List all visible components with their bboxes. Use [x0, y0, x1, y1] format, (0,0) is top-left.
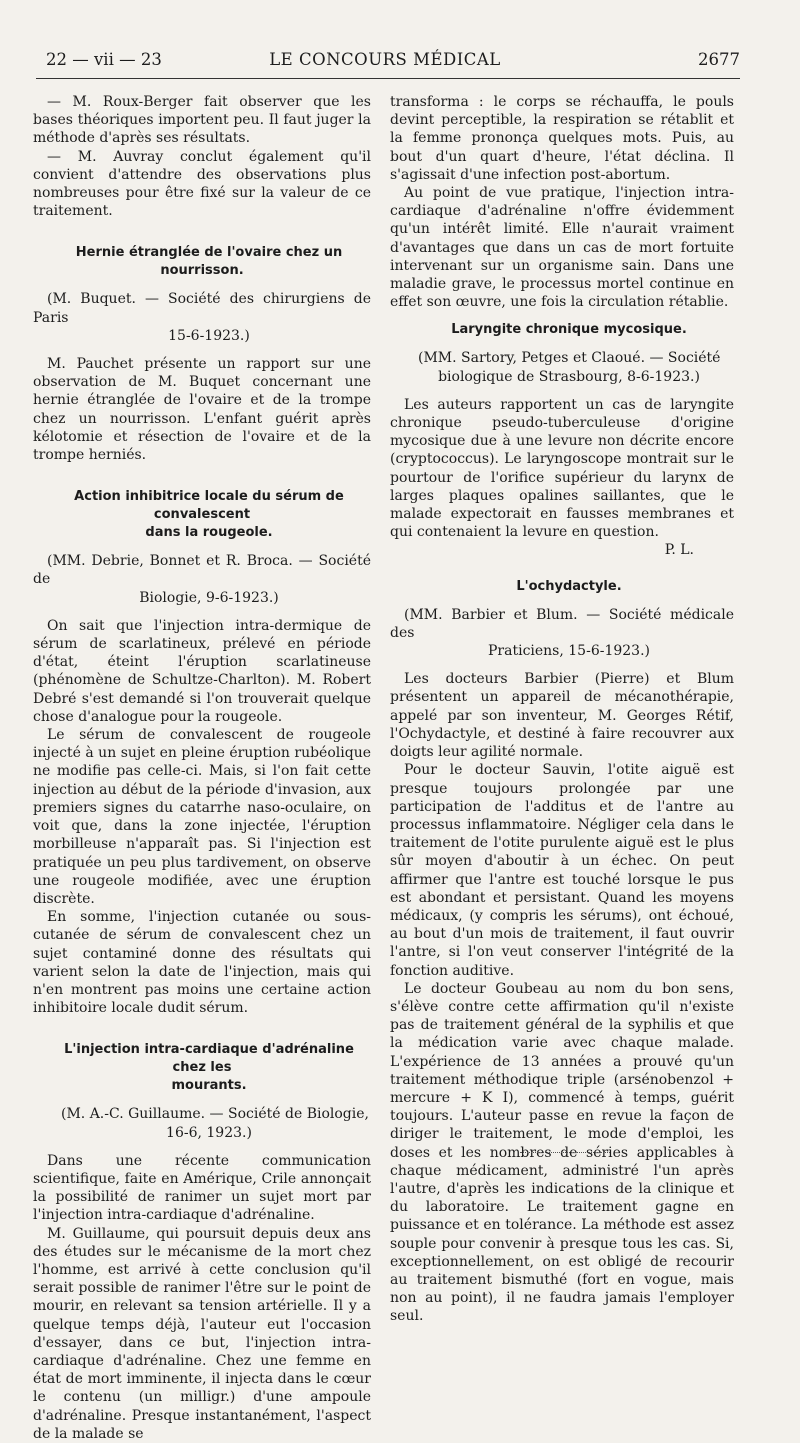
- issue-date: 22 — vii — 23: [46, 50, 162, 69]
- end-rule: [520, 1152, 610, 1153]
- title-line: mourants.: [171, 1078, 247, 1094]
- citation-line: (M. Buquet. — Société des chirurgiens de Paris: [33, 291, 371, 326]
- section-title-laryngite: Laryngite chronique mycosique.: [451, 322, 687, 338]
- author-signature: P. L.: [664, 542, 694, 559]
- title-line: L'injection intra-cardiaque d'adrénaline chez les: [64, 1042, 354, 1076]
- citation-line: (MM. Barbier et Blum. — Société médicale des: [390, 606, 734, 641]
- citation-line: (M. A.-C. Guillaume. — Société de Biologie,: [61, 1106, 369, 1123]
- section-title-hernie: Hernie étranglée de l'ovaire chez un nourrisson.: [75, 245, 343, 279]
- citation-line: 16-6, 1923.): [166, 1124, 252, 1141]
- citation: [33, 290, 371, 345]
- page-number: 2677: [698, 50, 740, 69]
- paragraph: Le docteur Goubeau au nom du bon sens, s'élève contre cette affirmation qu'il n'existe pas de traitement général de la syphilis et que la médication varie avec chaque malade. L'expérience de 13 années a prouvé qu'un traitement méthodique triple (arsénobenzol + mercure + K I), commencé à temps, guérit toujours. L'auteur passe en revue la façon de diriger le traitement, le mode d'emploi, les doses et les nombres de séries applicables à chaque médicament, administré l'un après l'autre, d'après les indications de la clinique et du laboratoire. Le traitement gagne en puissance et en tolérance. La méthode est assez souple pour convenir à presque tous les cas. Si, exceptionnellement, on est obligé de recourir au traitement bismuthé (fort en vogue, mais non au point), il ne faudra jamais l'employer seul.: [390, 980, 734, 1325]
- paragraph: — M. Roux-Berger fait observer que les bases théoriques importent peu. Il faut juger la méthode d'après ses résultats.: [33, 94, 371, 147]
- citation: [33, 1105, 371, 1141]
- paragraph: En somme, l'injection cutanée ou sous-cutanée de sérum de convalescent chez un sujet contaminé donne des résultats qui varient selon la date de l'injection, mais qui n'en montrent pas moins une certaine action inhibitoire locale dudit sérum.: [33, 909, 371, 1017]
- title-line: Action inhibitrice locale du sérum de convalescent: [74, 489, 344, 523]
- title-line: dans la rougeole.: [145, 525, 273, 541]
- citation-line: (MM. Debrie, Bonnet et R. Broca. — Société de: [33, 553, 371, 588]
- paragraph: Au point de vue pratique, l'injection intra-cardiaque d'adrénaline n'offre évidemment qu'un intérêt limité. Elle n'aurait vraiment d'avantages que dans un cas de mort fortuite intervenant sur un organisme sain. Dans une maladie grave, le processus mortel continue en effet son œuvre, une fois la circulation rétablie.: [390, 185, 734, 311]
- paragraph: Dans une récente communication scientifique, faite en Amérique, Crile annonçait la possibilité de ranimer un sujet mort par l'injection intra-cardiaque d'adrénaline.: [33, 1152, 371, 1224]
- citation-line: Praticiens, 15-6-1923.): [488, 643, 650, 660]
- paragraph: Pour le docteur Sauvin, l'otite aiguë est presque toujours prolongée par une participation de l'additus et de l'antre au processus inflammatoire. Négliger cela dans le traitement de l'otite purulente aiguë est le plus sûr moyen d'aboutir à un échec. On peut affirmer que l'antre est touché lorsque le pus est abondant et persistant. Quand les moyens médicaux, (y compris les sérums), ont échoué, au bout d'un mois de traitement, il faut ouvrir l'antre, si l'on veut conserver l'intégrité de la fonction auditive.: [390, 762, 734, 979]
- paragraph: Le sérum de convalescent de rougeole injecté à un sujet en pleine éruption rubéolique ne modifie pas celle-ci. Mais, si l'on fait cette injection au début de la période d'invasion, aux premiers signes du catarrhe naso-oculaire, on voit que, dans la zone injectée, l'éruption morbilleuse n'apparaît pas. Si l'injection est pratiquée un peu plus tardivement, on observe une rougeole modifiée, avec une éruption discrète.: [33, 727, 371, 907]
- paragraph: M. Guillaume, qui poursuit depuis deux ans des études sur le mécanisme de la mort chez l'homme, est arrivé à cette conclusion qu'il serait possible de ranimer l'être sur le point de mourir, en relevant sa tension artérielle. Il y a quelque temps déjà, l'auteur eut l'occasion d'essayer, dans ce but, l'injection intra-cardiaque d'adrénaline. Chez une femme en état de mort imminente, il injecta dans le cœur le contenu (un milligr.) d'une ampoule d'adrénaline. Presque instantanément, l'aspect de la malade se: [33, 1225, 371, 1442]
- citation-line: 15-6-1923.): [168, 327, 250, 344]
- section-title-action: [33, 488, 371, 542]
- section-title-ochydactyle: L'ochydactyle.: [516, 578, 622, 594]
- right-column: [390, 93, 734, 1326]
- paragraph: Les docteurs Barbier (Pierre) et Blum présentent un appareil de mécanothérapie, appelé par son inventeur, M. Georges Rétif, l'Ochydactyle, et destiné à faire recouvrer aux doigts leur agilité normale.: [390, 671, 734, 761]
- citation: [390, 606, 734, 661]
- section-title-injection: [33, 1041, 371, 1095]
- paragraph: Les auteurs rapportent un cas de laryngite chronique pseudo-tuberculeuse d'origine mycosique due à une levure non décrite encore (cryptococcus). Le laryngoscope montrait sur le pourtour de l'orifice supérieur du larynx de larges plaques opalines saillantes, que le malade expectorait en fausses membranes et qui contenaient la levure en question.: [390, 396, 734, 541]
- journal-title: LE CONCOURS MÉDICAL: [269, 50, 501, 69]
- paragraph: M. Pauchet présente un rapport sur une observation de M. Buquet concernant une hernie étranglée de l'ovaire et de la trompe chez un nourrisson. L'enfant guérit après kélotomie et résection de l'ovaire et de la trompe herniés.: [33, 356, 371, 464]
- citation-line: (MM. Sartory, Petges et Claoué. — Société: [418, 350, 721, 367]
- paragraph: transforma : le corps se réchauffa, le pouls devint perceptible, la respiration se rétablit et la femme prononça quelques mots. Puis, au bout d'un quart d'heure, l'état déclina. Il s'agissait d'une infection post-abortum.: [390, 94, 734, 183]
- citation: [390, 349, 734, 385]
- citation: [33, 552, 371, 607]
- running-header: [30, 50, 740, 74]
- left-column: [33, 93, 371, 1443]
- paragraph: — M. Auvray conclut également qu'il convient d'attendre des observations plus nombreuses pour être fixé sur la valeur de ce traitement.: [33, 148, 371, 220]
- paragraph: On sait que l'injection intra-dermique de sérum de scarlatineux, prélevé en période d'état, éteint l'éruption scarlatineuse (phénomène de Schultze-Charlton). M. Robert Debré s'est demandé si l'on trouverait quelque chose d'analogue pour la rougeole.: [33, 617, 371, 725]
- citation-line: biologique de Strasbourg, 8-6-1923.): [438, 368, 700, 385]
- header-rule: [36, 78, 740, 79]
- citation-line: Biologie, 9-6-1923.): [139, 589, 279, 606]
